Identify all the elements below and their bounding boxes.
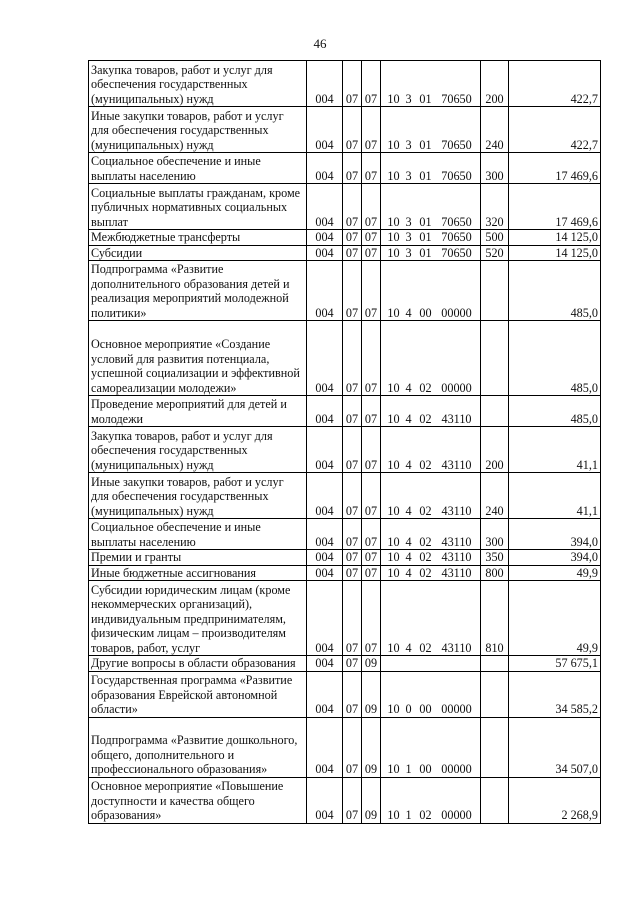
department-code: 004: [307, 717, 343, 777]
row-name: Иные закупки товаров, работ и услуг для обеспечения государственных (муниципальных) нужд: [89, 107, 307, 153]
table-row: [89, 565, 601, 581]
section-code: 07: [343, 519, 362, 550]
department-code: 004: [307, 427, 343, 473]
expense-type-code: [481, 396, 509, 427]
target-article-part: 43110: [441, 550, 472, 564]
department-code: 004: [307, 777, 343, 823]
expense-type-code: 240: [481, 107, 509, 153]
target-article-part: 10: [387, 702, 400, 716]
target-article-part: 00000: [441, 380, 472, 395]
expense-type-code: 300: [481, 519, 509, 550]
target-article-part: 10: [387, 214, 400, 229]
target-article-part: 00000: [441, 808, 472, 822]
target-article-code: [381, 184, 481, 230]
table-row: [89, 321, 601, 396]
target-article-part: 10: [387, 137, 400, 152]
target-article-code: [381, 107, 481, 153]
table-row: [89, 230, 601, 246]
expense-type-code: 350: [481, 550, 509, 566]
target-article-part: 01: [419, 214, 432, 229]
target-article-part: 4: [405, 411, 412, 426]
budget-table-body: [89, 61, 601, 824]
expense-type-code: [481, 777, 509, 823]
amount: 422,7: [509, 107, 601, 153]
target-article-part: 10: [387, 305, 400, 320]
target-article-part: 43110: [441, 503, 472, 518]
expense-type-code: 200: [481, 427, 509, 473]
target-article-part: 4: [405, 380, 412, 395]
target-article-part: 01: [419, 245, 432, 260]
target-article-part: 10: [387, 534, 400, 549]
section-code: 07: [343, 581, 362, 656]
target-article-part: 43110: [441, 565, 472, 580]
target-article-part: 02: [419, 565, 432, 580]
table-row: [89, 427, 601, 473]
target-article-part: 10: [387, 640, 400, 655]
amount: 485,0: [509, 396, 601, 427]
amount: 49,9: [509, 581, 601, 656]
section-code: 07: [343, 717, 362, 777]
department-code: 004: [307, 245, 343, 261]
target-article-code: [381, 581, 481, 656]
target-article-part: 3: [405, 91, 412, 106]
amount: 34 507,0: [509, 717, 601, 777]
section-code: 07: [343, 671, 362, 717]
target-article-code: [381, 717, 481, 777]
row-name: Другие вопросы в области образования: [89, 656, 307, 672]
expense-type-code: 200: [481, 61, 509, 107]
table-row: [89, 656, 601, 672]
target-article-part: 02: [419, 808, 432, 822]
target-article-part: 43110: [441, 457, 472, 472]
target-article-part: 70650: [441, 214, 472, 229]
row-name: Социальное обеспечение и иные выплаты населению: [89, 153, 307, 184]
target-article-part: 70650: [441, 168, 472, 183]
target-article-code: [381, 565, 481, 581]
target-article-part: 10: [387, 168, 400, 183]
target-article-code: [381, 473, 481, 519]
section-code: 07: [343, 473, 362, 519]
section-code: 07: [343, 261, 362, 321]
expense-type-code: 500: [481, 230, 509, 246]
budget-table: [88, 60, 601, 824]
table-row: [89, 184, 601, 230]
table-row: [89, 153, 601, 184]
target-article-code: [381, 321, 481, 396]
target-article-part: 10: [387, 91, 400, 106]
amount: 14 125,0: [509, 245, 601, 261]
department-code: 004: [307, 61, 343, 107]
target-article-part: 3: [405, 137, 412, 152]
target-article-part: 02: [419, 380, 432, 395]
subsection-code: 09: [362, 717, 381, 777]
row-name: Закупка товаров, работ и услуг для обеспечения государственных (муниципальных) нужд: [89, 61, 307, 107]
row-name: Проведение мероприятий для детей и молодежи: [89, 396, 307, 427]
target-article-part: 3: [405, 168, 412, 183]
target-article-part: 00000: [441, 305, 472, 320]
row-name: Социальные выплаты гражданам, кроме публичных нормативных социальных выплат: [89, 184, 307, 230]
amount: 41,1: [509, 473, 601, 519]
amount: 2 268,9: [509, 777, 601, 823]
table-row: [89, 550, 601, 566]
target-article-code: [381, 261, 481, 321]
amount: 485,0: [509, 261, 601, 321]
target-article-part: 70650: [441, 245, 472, 260]
target-article-part: 10: [387, 808, 400, 822]
target-article-part: 1: [405, 808, 412, 822]
section-code: 07: [343, 61, 362, 107]
table-row: [89, 107, 601, 153]
subsection-code: 09: [362, 671, 381, 717]
row-name: Субсидии: [89, 245, 307, 261]
target-article-part: 10: [387, 245, 400, 260]
target-article-part: 4: [405, 565, 412, 580]
subsection-code: 07: [362, 473, 381, 519]
row-name: Иные закупки товаров, работ и услуг для обеспечения государственных (муниципальных) нужд: [89, 473, 307, 519]
target-article-part: 00000: [441, 702, 472, 716]
department-code: 004: [307, 107, 343, 153]
row-name: Основное мероприятие «Создание условий для развития потенциала, успешной социализации и эффективной самореализации молодежи»: [89, 321, 307, 396]
target-article-code: [381, 777, 481, 823]
target-article-part: 10: [387, 503, 400, 518]
target-article-part: 10: [387, 457, 400, 472]
target-article-part: 02: [419, 411, 432, 426]
department-code: 004: [307, 261, 343, 321]
target-article-part: 43110: [441, 640, 472, 655]
target-article-part: 01: [419, 137, 432, 152]
target-article-part: 4: [405, 457, 412, 472]
table-row: [89, 261, 601, 321]
table-row: [89, 581, 601, 656]
target-article-part: 1: [405, 762, 412, 776]
subsection-code: 07: [362, 396, 381, 427]
target-article-part: 10: [387, 411, 400, 426]
expense-type-code: 240: [481, 473, 509, 519]
amount: 17 469,6: [509, 153, 601, 184]
table-row: [89, 245, 601, 261]
target-article-part: 10: [387, 565, 400, 580]
target-article-part: 4: [405, 503, 412, 518]
amount: 34 585,2: [509, 671, 601, 717]
target-article-part: 4: [405, 640, 412, 655]
department-code: 004: [307, 396, 343, 427]
target-article-part: 01: [419, 91, 432, 106]
section-code: 07: [343, 565, 362, 581]
row-name: Основное мероприятие «Повышение доступности и качества общего образования»: [89, 777, 307, 823]
expense-type-code: 800: [481, 565, 509, 581]
expense-type-code: [481, 656, 509, 672]
row-name: Иные бюджетные ассигнования: [89, 565, 307, 581]
target-article-code: [381, 671, 481, 717]
department-code: 004: [307, 153, 343, 184]
target-article-code: [381, 153, 481, 184]
expense-type-code: 300: [481, 153, 509, 184]
target-article-part: 10: [387, 380, 400, 395]
target-article-part: 02: [419, 640, 432, 655]
target-article-code: [381, 61, 481, 107]
section-code: 07: [343, 427, 362, 473]
amount: 422,7: [509, 61, 601, 107]
expense-type-code: 810: [481, 581, 509, 656]
department-code: 004: [307, 519, 343, 550]
subsection-code: 07: [362, 321, 381, 396]
subsection-code: 09: [362, 656, 381, 672]
row-name: Премии и гранты: [89, 550, 307, 566]
target-article-code: [381, 396, 481, 427]
target-article-part: 4: [405, 550, 412, 564]
expense-type-code: [481, 261, 509, 321]
expense-type-code: [481, 717, 509, 777]
target-article-code: [381, 519, 481, 550]
row-name: Подпрограмма «Развитие дошкольного, общего, дополнительного и профессионального образования»: [89, 717, 307, 777]
section-code: 07: [343, 656, 362, 672]
department-code: 004: [307, 656, 343, 672]
department-code: 004: [307, 565, 343, 581]
section-code: 07: [343, 230, 362, 246]
table-row: [89, 777, 601, 823]
section-code: 07: [343, 184, 362, 230]
table-row: [89, 396, 601, 427]
amount: 14 125,0: [509, 230, 601, 246]
subsection-code: 07: [362, 550, 381, 566]
expense-type-code: [481, 671, 509, 717]
target-article-part: 02: [419, 534, 432, 549]
amount: 394,0: [509, 550, 601, 566]
target-article-code: [381, 427, 481, 473]
subsection-code: 07: [362, 565, 381, 581]
subsection-code: 09: [362, 777, 381, 823]
target-article-part: 4: [405, 534, 412, 549]
department-code: 004: [307, 671, 343, 717]
amount: 41,1: [509, 427, 601, 473]
section-code: 07: [343, 245, 362, 261]
target-article-part: 01: [419, 168, 432, 183]
amount: 57 675,1: [509, 656, 601, 672]
target-article-part: 3: [405, 245, 412, 260]
target-article-part: 43110: [441, 534, 472, 549]
subsection-code: 07: [362, 519, 381, 550]
target-article-part: 00: [419, 762, 432, 776]
table-row: [89, 61, 601, 107]
section-code: 07: [343, 777, 362, 823]
subsection-code: 07: [362, 230, 381, 246]
department-code: 004: [307, 473, 343, 519]
section-code: 07: [343, 153, 362, 184]
row-name: Подпрограмма «Развитие дополнительного образования детей и реализация мероприятий молодежной политики»: [89, 261, 307, 321]
row-name: Социальное обеспечение и иные выплаты населению: [89, 519, 307, 550]
row-name: Государственная программа «Развитие образования Еврейской автономной области»: [89, 671, 307, 717]
department-code: 004: [307, 184, 343, 230]
amount: 394,0: [509, 519, 601, 550]
table-row: [89, 717, 601, 777]
target-article-part: 3: [405, 230, 412, 244]
target-article-part: 70650: [441, 91, 472, 106]
expense-type-code: [481, 321, 509, 396]
target-article-part: 00: [419, 702, 432, 716]
target-article-code: [381, 245, 481, 261]
department-code: 004: [307, 230, 343, 246]
target-article-part: 02: [419, 550, 432, 564]
target-article-part: 02: [419, 457, 432, 472]
subsection-code: 07: [362, 184, 381, 230]
target-article-part: 00000: [441, 762, 472, 776]
target-article-part: 00: [419, 305, 432, 320]
subsection-code: 07: [362, 61, 381, 107]
target-article-part: 0: [405, 702, 412, 716]
expense-type-code: 320: [481, 184, 509, 230]
amount: 485,0: [509, 321, 601, 396]
subsection-code: 07: [362, 153, 381, 184]
expense-type-code: 520: [481, 245, 509, 261]
row-name: Межбюджетные трансферты: [89, 230, 307, 246]
target-article-part: 70650: [441, 137, 472, 152]
department-code: 004: [307, 581, 343, 656]
target-article-part: 43110: [441, 411, 472, 426]
subsection-code: 07: [362, 581, 381, 656]
section-code: 07: [343, 321, 362, 396]
table-row: [89, 671, 601, 717]
page-number: 46: [313, 36, 327, 51]
target-article-part: 4: [405, 305, 412, 320]
subsection-code: 07: [362, 261, 381, 321]
target-article-part: 10: [387, 550, 400, 564]
target-article-code: [381, 550, 481, 566]
subsection-code: 07: [362, 427, 381, 473]
target-article-part: 3: [405, 214, 412, 229]
subsection-code: 07: [362, 107, 381, 153]
row-name: Закупка товаров, работ и услуг для обеспечения государственных (муниципальных) нужд: [89, 427, 307, 473]
row-name: Субсидии юридическим лицам (кроме некоммерческих организаций), индивидуальным предпринимателям, физическим лицам – производителям товаров, работ, услуг: [89, 581, 307, 656]
department-code: 004: [307, 550, 343, 566]
section-code: 07: [343, 396, 362, 427]
section-code: 07: [343, 550, 362, 566]
target-article-part: 10: [387, 762, 400, 776]
target-article-code: [381, 656, 481, 672]
section-code: 07: [343, 107, 362, 153]
table-row: [89, 519, 601, 550]
target-article-part: 70650: [441, 230, 472, 244]
amount: 49,9: [509, 565, 601, 581]
target-article-part: 01: [419, 230, 432, 244]
target-article-code: [381, 230, 481, 246]
amount: 17 469,6: [509, 184, 601, 230]
target-article-part: 10: [387, 230, 400, 244]
table-row: [89, 473, 601, 519]
department-code: 004: [307, 321, 343, 396]
subsection-code: 07: [362, 245, 381, 261]
target-article-part: 02: [419, 503, 432, 518]
